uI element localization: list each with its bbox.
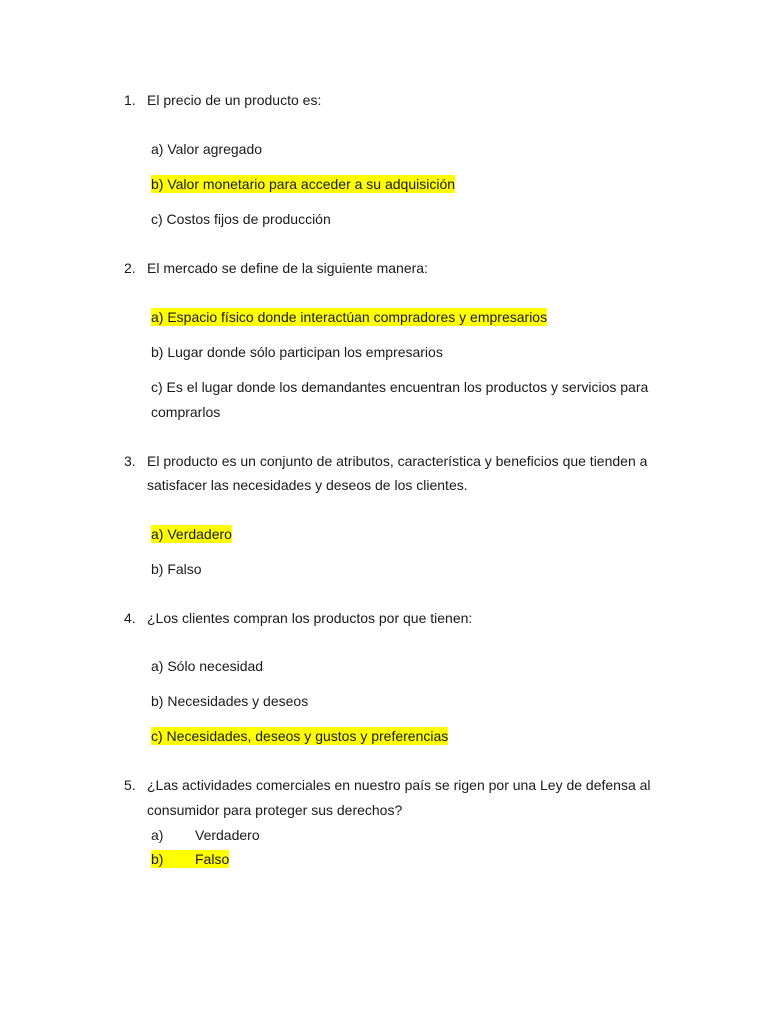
question-5-option-a-letter: a) xyxy=(151,827,164,843)
question-4-option-b: b) Necesidades y deseos xyxy=(151,693,309,709)
question-3-option-a: a) Verdadero xyxy=(151,526,232,542)
question-5-option-a xyxy=(151,826,260,844)
question-5-number: 5. xyxy=(124,777,136,793)
question-3-number: 3. xyxy=(124,453,136,469)
question-2-option-b: b) Lugar donde sólo participan los empresarios xyxy=(151,344,443,360)
question-1-option-c: c) Costos fijos de producción xyxy=(151,211,331,227)
question-2-option-c: c) Es el lugar donde los demandantes encuentran los productos y servicios para xyxy=(151,379,649,395)
question-4-option-a: a) Sólo necesidad xyxy=(151,658,264,674)
question-4-option-c: c) Necesidades, deseos y gustos y preferencias xyxy=(151,728,449,744)
question-3-option-b: b) Falso xyxy=(151,561,202,577)
question-2-number: 2. xyxy=(124,260,136,276)
question-2-text: El mercado se define de la siguiente manera: xyxy=(147,260,428,276)
question-1-option-b: b) Valor monetario para acceder a su adquisición xyxy=(151,176,456,192)
question-1-text: El precio de un producto es: xyxy=(147,92,322,108)
question-5-option-b xyxy=(151,850,229,868)
question-2-option-c-continued: comprarlos xyxy=(151,404,221,420)
question-5-text: ¿Las actividades comerciales en nuestro país se rigen por una Ley de defensa al xyxy=(147,777,651,793)
question-3-text: El producto es un conjunto de atributos, característica y beneficios que tienden a xyxy=(147,453,648,469)
question-5-option-b-label: Falso xyxy=(195,851,230,867)
question-5-option-b-letter: b) xyxy=(151,851,164,867)
question-5-text-continued: consumidor para proteger sus derechos? xyxy=(147,802,403,818)
question-4-text: ¿Los clientes compran los productos por que tienen: xyxy=(147,610,473,626)
question-5-option-a-label: Verdadero xyxy=(195,827,260,843)
question-4-number: 4. xyxy=(124,610,136,626)
question-1-option-a: a) Valor agregado xyxy=(151,141,263,157)
question-3-text-continued: satisfacer las necesidades y deseos de los clientes. xyxy=(147,477,468,493)
question-2-option-a: a) Espacio físico donde interactúan compradores y empresarios xyxy=(151,309,548,325)
question-1-number: 1. xyxy=(124,92,136,108)
